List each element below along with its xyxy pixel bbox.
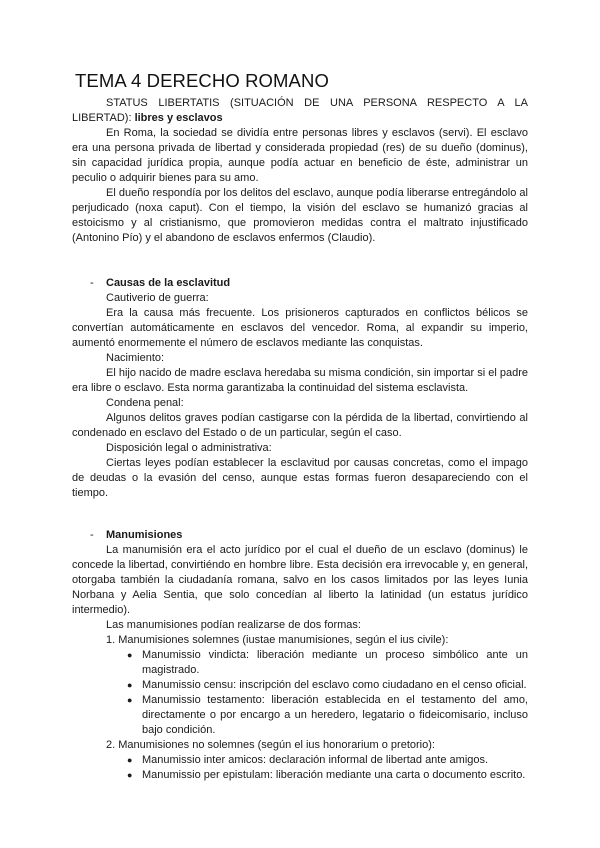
bullet-icon: ● [127, 770, 133, 780]
cause-label: Condena penal: [106, 397, 184, 409]
causas-heading [72, 276, 528, 291]
list-item [72, 693, 528, 738]
list-item-text: Manumissio per epistulam: liberación mediante una carta o documento escrito. [142, 769, 526, 781]
list-item-text: Manumissio inter amicos: declaración informal de libertad ante amigos. [142, 754, 489, 766]
manumisiones-heading-text: Manumisiones [106, 529, 183, 541]
no-solemnes-label: 2. Manumisiones no solemnes (según el ius honorarium o pretorio): [106, 739, 435, 751]
list-item [72, 678, 528, 693]
bullet-icon: ● [127, 695, 133, 705]
cause-text: Era la causa más frecuente. Los prisioneros capturados en conflictos bélicos se convertían automáticamente en esclavos del vencedor. Roma, al expandir su imperio, aumentó enormemente el número de esclavos mediante las conquistas. [72, 307, 528, 349]
cause-text: El hijo nacido de madre esclava heredaba su misma condición, sin importar si el padre era libre o esclavo. Esta norma garantizaba la continuidad del sistema esclavista. [72, 367, 528, 394]
list-item-text: Manumissio vindicta: liberación mediante un proceso simbólico ante un magistrado. [142, 649, 528, 676]
page-title: TEMA 4 DERECHO ROMANO [75, 70, 329, 91]
bullet-icon: ● [127, 650, 133, 660]
dash-bullet: - [90, 529, 94, 541]
causas-heading-text: Causas de la esclavitud [106, 277, 231, 289]
cause-label: Nacimiento: [106, 352, 165, 364]
solemnes-list [72, 648, 528, 738]
status-paragraph-1: En Roma, la sociedad se dividía entre personas libres y esclavos (servi). El esclavo era una persona privada de libertad y considerada propiedad (res) de su dueño (dominus), sin capacidad jurídica propia, aunque podía actuar en beneficio de éste, administrar un peculio o adquirir bienes para su amo. [72, 127, 528, 184]
status-heading [72, 96, 528, 126]
list-item-text: Manumissio censu: inscripción del esclavo como ciudadano en el censo oficial. [142, 679, 527, 691]
status-heading-bold: libres y esclavos [134, 112, 223, 124]
bullet-icon: ● [127, 755, 133, 765]
dash-bullet: - [90, 277, 94, 289]
list-item [72, 768, 528, 783]
cause-label: Cautiverio de guerra: [106, 292, 209, 304]
status-heading-text: STATUS LIBERTATIS (SITUACIÓN DE UNA PERSONA RESPECTO A LA LIBERTAD): [72, 97, 528, 124]
no-solemnes-list [72, 753, 528, 783]
manumisiones-intro: Las manumisiones podían realizarse de dos formas: [106, 619, 361, 631]
list-item [72, 648, 528, 678]
list-item [72, 753, 528, 768]
list-item-text: Manumissio testamento: liberación establecida en el testamento del amo, directamente o por encargo a un heredero, legatario o fideicomisario, incluso bajo condición. [142, 694, 528, 736]
cause-text: Ciertas leyes podían establecer la esclavitud por causas concretas, como el impago de deudas o la evasión del censo, aunque estas formas fueron desapareciendo con el tiempo. [72, 457, 528, 499]
document-page [72, 70, 528, 783]
solemnes-label: 1. Manumisiones solemnes (iustae manumisiones, según el ius civile): [106, 634, 449, 646]
status-paragraph-2: El dueño respondía por los delitos del esclavo, aunque podía liberarse entregándolo al perjudicado (noxa caput). Con el tiempo, la visión del esclavo se humanizó gracias al estoicismo y al cristianismo, que promovieron medidas contra el maltrato injustificado (Antonino Pío) y el abandono de esclavos enfermos (Claudio). [72, 187, 528, 244]
manumisiones-paragraph: La manumisión era el acto jurídico por el cual el dueño de un esclavo (dominus) le concede la libertad, convirtiéndo en hombre libre. Esta decisión era irrevocable y, en general, otorgaba también la ciudadanía romana, salvo en los casos limitados por las leyes Iunia Norbana y Aelia Sentia, que solo concedían al liberto la latinidad (un estatus jurídico intermedio). [72, 544, 528, 616]
bullet-icon: ● [127, 680, 133, 690]
cause-label: Disposición legal o administrativa: [106, 442, 272, 454]
manumisiones-heading [72, 528, 528, 543]
cause-text: Algunos delitos graves podían castigarse con la pérdida de la libertad, convirtiendo al condenado en esclavo del Estado o de un particular, según el caso. [72, 412, 528, 439]
